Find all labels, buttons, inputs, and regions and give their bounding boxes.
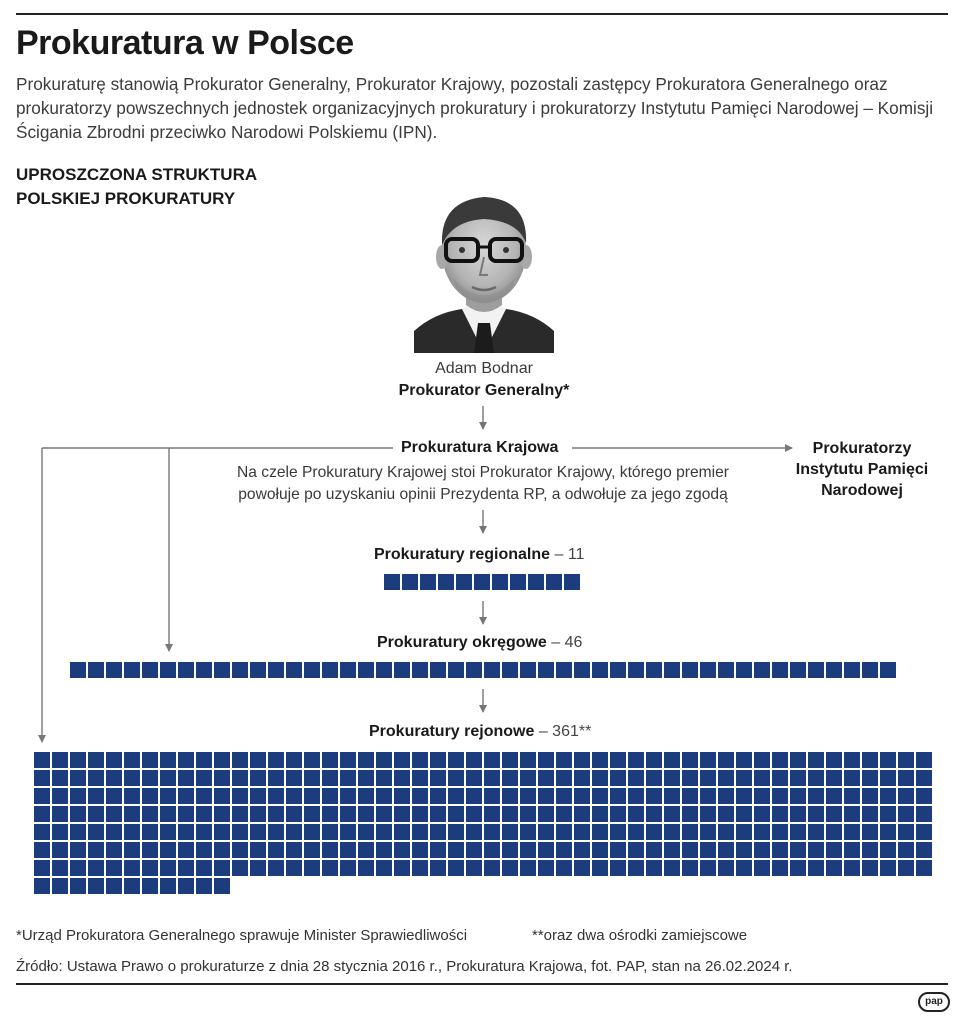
node-okregowe — [377, 634, 582, 652]
node-rejonowe-label: Prokuratury rejonowe — [369, 723, 535, 740]
subheading-line-2: POLSKIEJ PROKURATURY — [16, 189, 236, 208]
ipn-line-1: Prokuratorzy — [812, 440, 912, 457]
node-rejonowe — [369, 723, 591, 741]
ipn-line-2: Instytutu Pamięci — [795, 461, 929, 478]
krajowa-description-line-1: Na czele Prokuratury Krajowej stoi Prokurator Krajowy, którego premier — [237, 464, 729, 481]
pap-logo: pap — [918, 992, 950, 1012]
source-note: Źródło: Ustawa Prawo o prokuraturze z dnia 28 stycznia 2016 r., Prokuratura Krajowa, fot. PAP, stan na 26.02.2024 r. — [16, 958, 793, 975]
node-rejonowe-count: – 361** — [538, 723, 592, 740]
node-okregowe-count: – 46 — [551, 634, 583, 651]
footnote-2: **oraz dwa ośrodki zamiejscowe — [532, 927, 748, 944]
node-okregowe-label: Prokuratury okręgowe — [377, 634, 547, 651]
krajowa-description-line-2: powołuje po uzyskaniu opinii Prezydenta RP, a odwołuje za jego zgodą — [238, 486, 728, 503]
node-regionalne-label: Prokuratury regionalne — [374, 546, 551, 563]
footnote-1: *Urząd Prokuratora Generalnego sprawuje Minister Sprawiedliwości — [16, 927, 468, 944]
node-krajowa-label: Prokuratura Krajowa — [401, 439, 559, 456]
node-ipn-label — [782, 438, 942, 501]
page-title: Prokuratura w Polsce — [16, 24, 354, 62]
intro-paragraph: Prokuraturę stanowią Prokurator Generalny, Prokurator Krajowy, pozostali zastępcy Prokuratora Generalnego oraz prokuratorzy powszechnych jednostek organizacyjnych prokuratury i prokuratorzy Instytutu Pamięci Narodowej – Komisji Ścigania Zbrodni przeciwko Narodowi Polskiemu (IPN). — [16, 74, 934, 142]
subheading-line-1: UPROSZCZONA STRUKTURA — [16, 165, 258, 184]
node-krajowa-description — [200, 462, 766, 506]
person-name: Adam Bodnar — [435, 360, 533, 377]
person-role: Prokurator Generalny* — [398, 382, 570, 399]
node-regionalne-count: – 11 — [554, 546, 585, 563]
bottom-rule — [16, 983, 948, 985]
node-regionalne — [374, 546, 584, 564]
ipn-line-3: Narodowej — [821, 482, 903, 499]
